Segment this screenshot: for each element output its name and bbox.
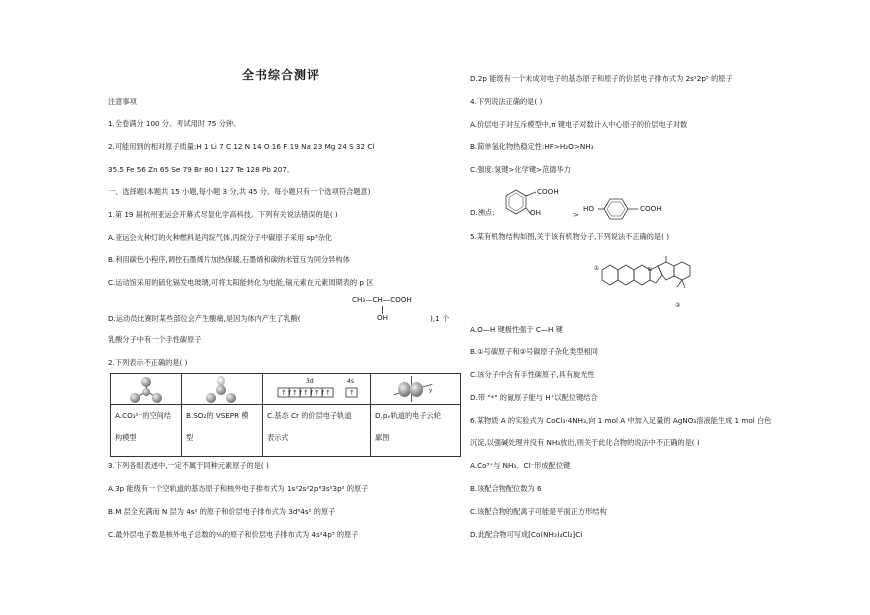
axis-y-label: y [429,388,433,394]
q3-option-b: B.M 层全充满而 N 层为 4s² 的原子和价层电子排布式为 3d⁶4s² 的原子 [108,507,336,516]
q3-option-d: D.2p 能级有一个未成对电子的基态原子和原子的价层电子排布式为 2s²2p⁵ 的原子 [470,74,733,83]
q5-option-d: D.带 "*" 的氮原子能与 H⁺以配位键结合 [470,393,598,402]
marker-2: ② [675,302,681,309]
q5-option-a: A.O—H 键极性强于 C—H 键 [470,325,563,334]
q6-option-c: C.该配合物的配离子可能是平面正方形结构 [470,507,607,516]
svg-text:↑↑: ↑↑ [292,389,304,397]
svg-text:↑↑: ↑↑ [303,389,315,397]
q1-option-d-end: ),1 个 [430,314,450,323]
q4-compare-sign: > [573,210,580,219]
ortho-oh-label: OH [530,208,542,217]
svg-text:↑↑: ↑↑ [281,389,293,397]
q5-stem: 5.某有机物结构如图,关于该有机物分子,下列说法不正确的是( ) [470,232,670,241]
q1-option-b: B.利用碳色小程序,调控石墨烯片加热保暖,石墨烯和碳纳米管互为同分异构体 [108,255,350,264]
orbital-4s-label: 4s [347,378,354,385]
q6-option-b: B.该配合物配位数为 6 [470,484,542,493]
q1-option-d-cont: 乳酸分子中有一个手性碳原子 [108,335,202,344]
q4-stem: 4.下列说法正确的是( ) [470,97,543,106]
q1-option-c: C.运动馆采用的硫化镉发电玻璃,可将太阳能转化为电能,镉元素在元素周期表的 p 区 [108,278,374,287]
q1-option-a: A.亚运会火种灯的火种燃料是丙烷气体,丙烷分子中碳原子采用 sp³杂化 [108,233,333,242]
q5-option-c: C.该分子中含有手性碳原子,具有旋光性 [470,370,595,379]
q4-option-b: B.简单氢化物热稳定性:HF>H₂O>NH₃ [470,142,594,151]
marker-1: ① [594,265,600,272]
q5-option-b: B.①号碳原子和②号碳原子杂化类型相同 [470,347,598,356]
notice-heading: 注意事项 [108,97,137,106]
q4-option-d: D.沸点: [470,208,495,217]
ortho-cooh-label: COOH [537,187,559,196]
q3-stem: 3.下列各组表述中,一定不属于同种元素原子的是( ) [108,461,269,470]
q3-option-a: A.3p 能级有一个空轨道的基态原子和核外电子排布式为 1s²2s²2p⁶3s²3p² 的原子 [108,484,369,493]
q2-option-d-cont: 廓图 [375,433,390,442]
svg-text:↑: ↑ [349,389,355,397]
notice-item-2-cont: 35.5 Fe 56 Zn 65 Se 79 Br 80 I 127 Te 128 Pb 207。 [108,165,295,174]
q2-option-d: D.pₓ轨道的电子云轮 [375,411,441,420]
notice-item-2: 2.可能用到的相对原子质量:H 1 Li 7 C 12 N 14 O 16 F 19 Na 23 Mg 24 S 32 Cl [108,142,375,151]
q1-stem: 1.第 19 届杭州亚运会开幕式尽显化学高科技。下列有关说法错误的是( ) [108,210,338,219]
lactic-acid-top: CH₃—CH—COOH [352,295,412,304]
q5-molecule-structure [590,254,700,314]
q2-option-b: B.SO₂的 VSEPR 模 [186,411,249,420]
orbital-boxes [276,387,366,399]
para-ho-label: HO [583,204,595,213]
orbital-3d-label: 3d [306,378,314,385]
q4-option-c: C.强度:氢键>化学键>范德华力 [470,165,571,174]
para-cooh-label: COOH [640,204,662,213]
q2-option-b-cont: 型 [186,433,194,442]
notice-item-1: 1.全卷满分 100 分。考试用时 75 分钟。 [108,119,241,128]
q2-stem: 2.下列表示不正确的是( ) [108,358,188,367]
svg-text:↑↑: ↑↑ [314,389,326,397]
q2-option-a-cont: 构模型 [115,433,137,442]
q2-option-c: C.基态 Cr 的价层电子轨道 [267,411,352,420]
q2-options-table [110,373,461,457]
q2-option-a: A.CO₃²⁻的空间结 [115,411,172,420]
q1-option-d: D.运动员比赛时某些部位会产生酸痛,是因为体内产生了乳酸( [108,314,301,323]
section-heading: 一、选择题(本题共 15 小题,每小题 3 分,共 45 分。每小题只有一个选项符合题意) [108,187,371,196]
svg-text:↑: ↑ [325,389,331,397]
nitrogen-label: N [648,267,652,273]
lactic-acid-oh: OH [377,313,389,322]
q6-stem: 6.某物质 A 的实验式为 CoCl₃·4NH₃,向 1 mol A 中加入足量的 AgNO₃溶液能生成 1 mol 白色 [470,416,772,425]
para-hydroxybenzoic-acid-structure [598,195,643,223]
q6-option-d: D.此配合物可写成[Co(NH₃)₄Cl₂]Cl [470,530,583,539]
q2-option-c-cont: 表示式 [267,433,289,442]
q6-stem-cont: 沉淀,以强碱处理并没有 NH₃放出,则关于此化合物的说法中不正确的是( ) [470,438,700,447]
q6-option-a: A.Co³⁺与 NH₃、Cl⁻形成配位键 [470,461,571,470]
page-title: 全书综合测评 [242,68,321,82]
q3-option-c: C.最外层电子数是核外电子总数的⅕的原子和价层电子排布式为 4s²4p⁵ 的原子 [108,530,359,539]
q4-option-a: A.价层电子对互斥模型中,π 键电子对数计入中心原子的价层电子对数 [470,120,688,129]
